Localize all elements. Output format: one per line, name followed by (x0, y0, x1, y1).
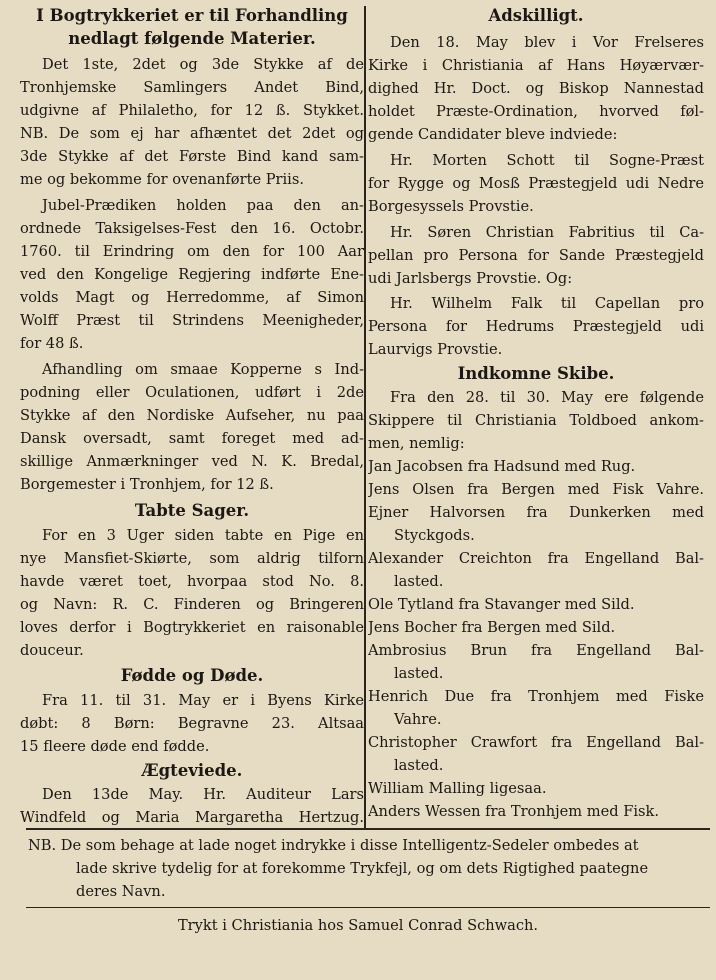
candidate-line: Hr. Morten Schott til Sogne-Præst (390, 152, 704, 169)
lost-item-line: nye Mansfiet-Skiørte, som aldrig tilforn (20, 550, 364, 567)
marriage-line: Windfeld og Maria Margaretha Hertzug. (20, 809, 364, 826)
item2-line: ordnede Taksigelses-Fest den 16. Octobr. (20, 220, 364, 237)
ship-entry: Christopher Crawfort fra Engelland Bal- (368, 734, 704, 751)
births-line: døbt: 8 Børn: Begravne 23. Altsaa (20, 715, 364, 732)
ship-entry-continued: lasted. (394, 665, 444, 682)
item1-line: me og bekomme for ovenanførte Priis. (20, 171, 304, 188)
item1-line: 3de Stykke af det Første Bind kand sam- (20, 148, 364, 165)
materials-heading-line1: I Bogtrykkeriet er til Forhandling (36, 6, 348, 25)
lost-item-line: loves derfor i Bogtrykkeriet en raisonable (20, 619, 364, 636)
item1-line: Det 1ste, 2det og 3de Stykke af de (42, 56, 364, 73)
footnote-line: NB. De som behage at lade noget indrykke i disse Intelligentz-Sedeler ombedes at (28, 837, 639, 854)
printer-imprint: Trykt i Christiania hos Samuel Conrad Schwach. (177, 917, 539, 934)
ordination-line: holdet Præste-Ordination, hvorved føl- (368, 103, 704, 120)
candidate-line: Hr. Søren Christian Fabritius til Ca- (390, 224, 704, 241)
ship-entry: Ejner Halvorsen fra Dunkerken med (368, 504, 704, 521)
footnote-line: lade skrive tydelig for at forekomme Trykfejl, og om dets Rigtighed paategne (76, 860, 649, 877)
ordination-line: Den 18. May blev i Vor Frelseres (390, 34, 704, 51)
candidate-line: udi Jarlsbergs Provstie. Og: (368, 270, 573, 287)
item3-line: Borgemester i Tronhjem, for 12 ß. (20, 476, 274, 493)
footnote-line: deres Navn. (76, 883, 166, 900)
ship-entry: Henrich Due fra Tronhjem med Fiske (368, 688, 704, 705)
candidate-line: Borgesyssels Provstie. (368, 198, 534, 215)
ship-entry: Alexander Creichton fra Engelland Bal- (368, 550, 704, 567)
ship-entry-continued: lasted. (394, 573, 444, 590)
item1-line: udgivne af Philaletho, for 12 ß. Stykket. (20, 102, 364, 119)
item2-line: Jubel-Prædiken holden paa den an- (42, 197, 364, 214)
imprint-rule (26, 907, 710, 908)
ship-entry: Ambrosius Brun fra Engelland Bal- (368, 642, 704, 659)
item2-line: volds Magt og Herredomme, af Simon (20, 289, 364, 306)
item3-line: Stykke af den Nordiske Aufseher, nu paa (20, 407, 364, 424)
candidate-line: pellan pro Persona for Sande Præstegjeld (368, 247, 704, 264)
ships-intro-line: Skippere til Christiania Toldboed ankom- (368, 412, 704, 429)
candidate-line: Persona for Hedrums Præstegjeld udi (368, 318, 704, 335)
item1-line: Tronhjemske Samlingers Andet Bind, (20, 79, 364, 96)
lost-item-line: havde været toet, hvorpaa stod No. 8. (20, 573, 364, 590)
births-deaths-heading: Fødde og Døde. (120, 666, 264, 685)
ship-entry: Anders Wessen fra Tronhjem med Fisk. (368, 803, 659, 820)
ship-entry-continued: lasted. (394, 757, 444, 774)
materials-heading-line2: nedlagt følgende Materier. (68, 29, 316, 48)
marriage-line: Den 13de May. Hr. Auditeur Lars (42, 786, 364, 803)
item2-line: for 48 ß. (20, 335, 84, 352)
item3-line: skillige Anmærkninger ved N. K. Bredal, (20, 453, 364, 470)
ships-intro-line: men, nemlig: (368, 435, 465, 452)
ship-entry: Jens Bocher fra Bergen med Sild. (368, 619, 616, 636)
item1-line: NB. De som ej har afhæntet det 2det og (20, 125, 364, 142)
ordination-line: gende Candidater bleve indviede: (368, 126, 618, 143)
ship-entry-continued: Styckgods. (394, 527, 475, 544)
column-divider (364, 6, 366, 828)
arrived-ships-heading: Indkomne Skibe. (457, 364, 615, 383)
item3-line: Dansk oversadt, samt foreget med ad- (20, 430, 364, 447)
ship-entry: Jens Olsen fra Bergen med Fisk Vahre. (368, 481, 704, 498)
candidate-line: Hr. Wilhelm Falk til Capellan pro (390, 295, 704, 312)
ship-entry: Jan Jacobsen fra Hadsund med Rug. (368, 458, 636, 475)
item2-line: 1760. til Erindring om den for 100 Aar (20, 243, 364, 260)
lost-item-line: For en 3 Uger siden tabte en Pige en (42, 527, 364, 544)
ship-entry: Ole Tytland fra Stavanger med Sild. (368, 596, 635, 613)
item2-line: Wolff Præst til Strindens Meenigheder, (20, 312, 364, 329)
marriages-heading: Ægteviede. (141, 761, 243, 780)
ship-entry-continued: Vahre. (394, 711, 442, 728)
births-line: 15 fleere døde end fødde. (20, 738, 210, 755)
miscellaneous-heading: Adskilligt. (488, 6, 584, 25)
ship-entry: William Malling ligesaa. (368, 780, 547, 797)
candidate-line: Laurvigs Provstie. (368, 341, 503, 358)
ordination-line: dighed Hr. Doct. og Biskop Nannestad (368, 80, 704, 97)
item3-line: podning eller Oculationen, udført i 2de (20, 384, 364, 401)
lost-item-line: douceur. (20, 642, 84, 659)
ordination-line: Kirke i Christiania af Hans Høyærvær- (368, 57, 704, 74)
candidate-line: for Rygge og Mosß Præstegjeld udi Nedre (368, 175, 704, 192)
births-line: Fra 11. til 31. May er i Byens Kirke (42, 692, 364, 709)
footnote-top-rule (26, 828, 710, 830)
ships-intro-line: Fra den 28. til 30. May ere følgende (390, 389, 704, 406)
item3-line: Afhandling om smaae Kopperne s Ind- (42, 361, 364, 378)
item2-line: ved den Kongelige Regjering indførte Ene- (20, 266, 364, 283)
lost-items-heading: Tabte Sager. (134, 501, 250, 520)
lost-item-line: og Navn: R. C. Finderen og Bringeren (20, 596, 364, 613)
